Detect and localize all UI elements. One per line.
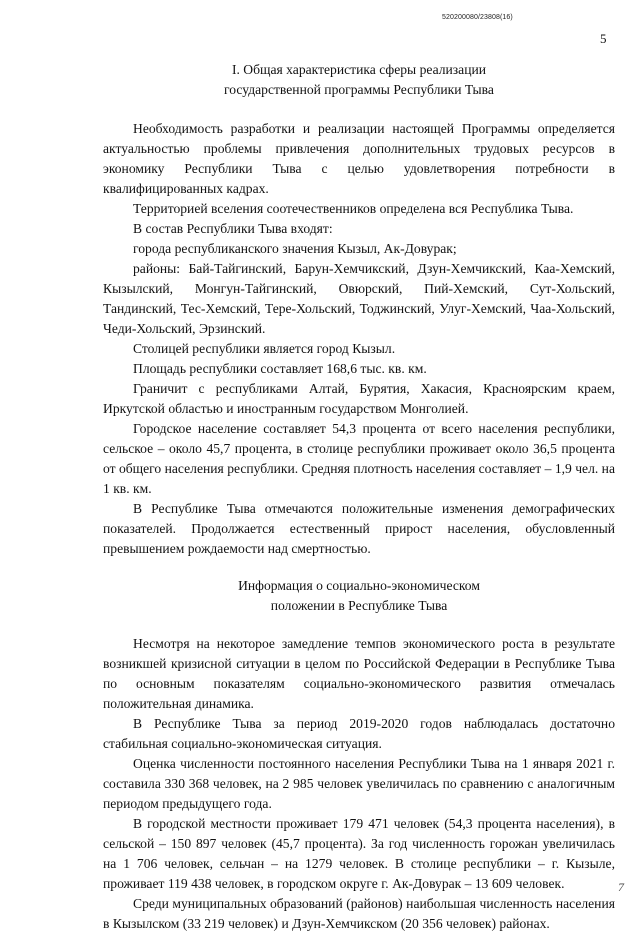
document-code: 520200080/23808(16) bbox=[442, 14, 513, 21]
section-title bbox=[103, 60, 615, 99]
paragraph: города республиканского значения Кызыл, Ак-Довурак; bbox=[133, 241, 457, 256]
paragraph: Городское население составляет 54,3 процента от всего населения республики, сельское – около 45,7 процента, в столице республики проживает около 36,5 процента от общего населения республики. Средняя плотность населения составляет – 1,9 чел. на 1 кв. км. bbox=[103, 421, 615, 496]
paragraph: районы: Бай-Тайгинский, Барун-Хемчикский, Дзун-Хемчикский, Каа-Хемский, Кызылский, Монгун-Тайгинский, Овюрский, Пий-Хемский, Сут-Хольский, Тандинский, Тес-Хемский, Тере-Хольский, Тоджинский, Улуг-Хемский, Чаа-Хольский, Чеди-Хольский, Эрзинский. bbox=[103, 261, 615, 336]
paragraph: В состав Республики Тыва входят: bbox=[133, 221, 333, 236]
document-body bbox=[103, 60, 615, 934]
section-title-line: государственной программы Республики Тыва bbox=[224, 81, 494, 97]
section-title-line: I. Общая характеристика сферы реализации bbox=[231, 62, 487, 77]
section-subtitle-line: положении в Республике Тыва bbox=[270, 597, 448, 613]
section-subtitle-line: Информация о социально-экономическом bbox=[238, 578, 480, 593]
paragraph: Площадь республики составляет 168,6 тыс. кв. км. bbox=[133, 361, 427, 376]
paragraph: Столицей республики является город Кызыл. bbox=[133, 341, 396, 356]
paragraph: В Республике Тыва за период 2019-2020 годов наблюдалась достаточно стабильная социально-экономическая ситуация. bbox=[103, 716, 615, 751]
corner-mark: 7 bbox=[618, 880, 624, 894]
paragraph: В городской местности проживает 179 471 человек (54,3 процента населения), в сельской – 150 897 человек (45,7 процента). За год численность горожан увеличилась на 1 706 человек, сельчан – на 1279 человек. В столице республики – г. Кызыле, проживает 119 438 человек, в городском округе г. Ак-Довурак – 13 609 человек. bbox=[103, 816, 615, 891]
paragraph: Среди муниципальных образований (районов) наибольшая численность населения в Кызылском (33 219 человек) и Дзун-Хемчикском (20 356 человек) районах. bbox=[103, 896, 615, 931]
paragraph: Граничит с республиками Алтай, Бурятия, Хакасия, Красноярским краем, Иркутской областью и иностранным государством Монголией. bbox=[103, 381, 615, 416]
paragraph: Оценка численности постоянного населения Республики Тыва на 1 января 2021 г. составила 330 368 человек, на 2 985 человек увеличилась по сравнению с аналогичным периодом предыдущего года. bbox=[103, 756, 615, 811]
paragraph: Несмотря на некоторое замедление темпов экономического роста в результате возникшей кризисной ситуации в целом по Российской Федерации в Республике Тыва по основным показателям социально-экономического развития отмечалась положительная динамика. bbox=[103, 636, 615, 711]
section-subtitle bbox=[103, 576, 615, 615]
paragraph: Необходимость разработки и реализации настоящей Программы определяется актуальностью проблемы привлечения дополнительных трудовых ресурсов в экономику Республики Тыва с целью удовлетворения потребности в квалифицированных кадрах. bbox=[103, 121, 615, 196]
page-number: 5 bbox=[600, 31, 607, 46]
paragraph: В Республике Тыва отмечаются положительные изменения демографических показателей. Продолжается естественный прирост населения, обусловленный превышением рождаемости над смертностью. bbox=[103, 501, 615, 556]
paragraph: Территорией вселения соотечественников определена вся Республика Тыва. bbox=[133, 201, 574, 216]
